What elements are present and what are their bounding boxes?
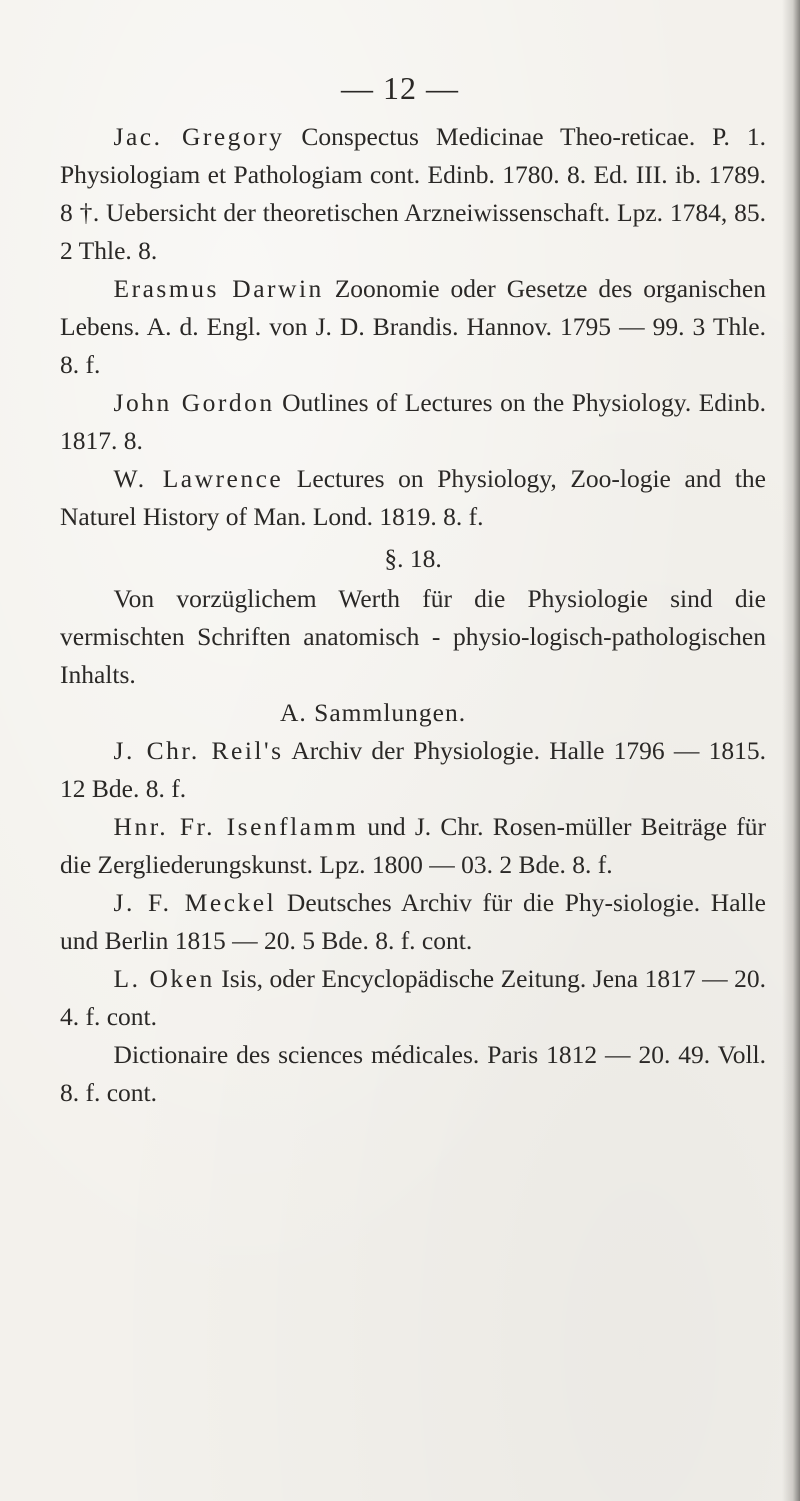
entry-author: Hnr. Fr. Isenflamm	[113, 812, 359, 841]
page-body	[60, 118, 766, 1112]
page-number: — 12 —	[341, 70, 459, 106]
entry-author: W. Lawrence	[113, 464, 284, 493]
entry-text: und J. Chr. Rosen-müller Beiträge für die Zergliederungskunst. Lpz. 1800 — 03. 2 Bde. 8. f.	[60, 812, 766, 879]
entry-text: Outlines of Lectures on the Physiology. Edinb. 1817. 8.	[60, 388, 766, 455]
bibliography-entry	[60, 884, 766, 960]
entry-author: John Gordon	[113, 388, 275, 417]
entry-text: Zoonomie oder Gesetze des organischen Lebens. A. d. Engl. von J. D. Brandis. Hannov. 1795 — 99. 3 Thle. 8. f.	[60, 274, 766, 379]
bibliography-entry	[60, 460, 766, 536]
intro-paragraph: Von vorzüglichem Werth für die Physiologie sind die vermischten Schriften anatomisch - physio-logisch-pathologischen Inhalts.	[60, 584, 766, 689]
bibliography-entry	[60, 960, 766, 1036]
section-heading: §. 18.	[384, 544, 442, 573]
entry-text: Conspectus Medicinae Theo-reticae. P. 1. Physiologiam et Pathologiam cont. Edinb. 1780. 8. Ed. III. ib. 1789. 8 †. Uebersicht der theoretischen Arzneiwissenschaft. Lpz. 1784, 85. 2 Thle. 8.	[60, 122, 766, 265]
page-edge-shadow	[782, 0, 800, 1501]
bibliography-entry	[60, 808, 766, 884]
subheading: A. Sammlungen.	[280, 698, 467, 727]
entry-author: L. Oken	[113, 964, 215, 993]
bibliography-entry	[60, 732, 766, 808]
entry-text: Archiv der Physiologie. Halle 1796 — 1815. 12 Bde. 8. f.	[60, 736, 767, 803]
entry-text: Lectures on Physiology, Zoo-logie and the Naturel History of Man. Lond. 1819. 8. f.	[60, 464, 766, 531]
entry-author: Erasmus Darwin	[113, 274, 324, 303]
bibliography-entry	[60, 270, 766, 384]
entry-text: Deutsches Archiv für die Phy-siologie. Halle und Berlin 1815 — 20. 5 Bde. 8. f. cont.	[60, 888, 766, 955]
entry-text: Dictionaire des sciences médicales. Paris 1812 — 20. 49. Voll. 8. f. cont.	[60, 1040, 766, 1107]
entry-text: Isis, oder Encyclopädische Zeitung. Jena 1817 — 20. 4. f. cont.	[60, 964, 766, 1031]
entry-author: J. F. Meckel	[113, 888, 277, 917]
entry-author: J. Chr. Reil's	[113, 736, 284, 765]
bibliography-entry	[60, 118, 766, 270]
bibliography-entry	[60, 1036, 766, 1112]
entry-author: Jac. Gregory	[113, 122, 285, 151]
bibliography-entry	[60, 384, 766, 460]
